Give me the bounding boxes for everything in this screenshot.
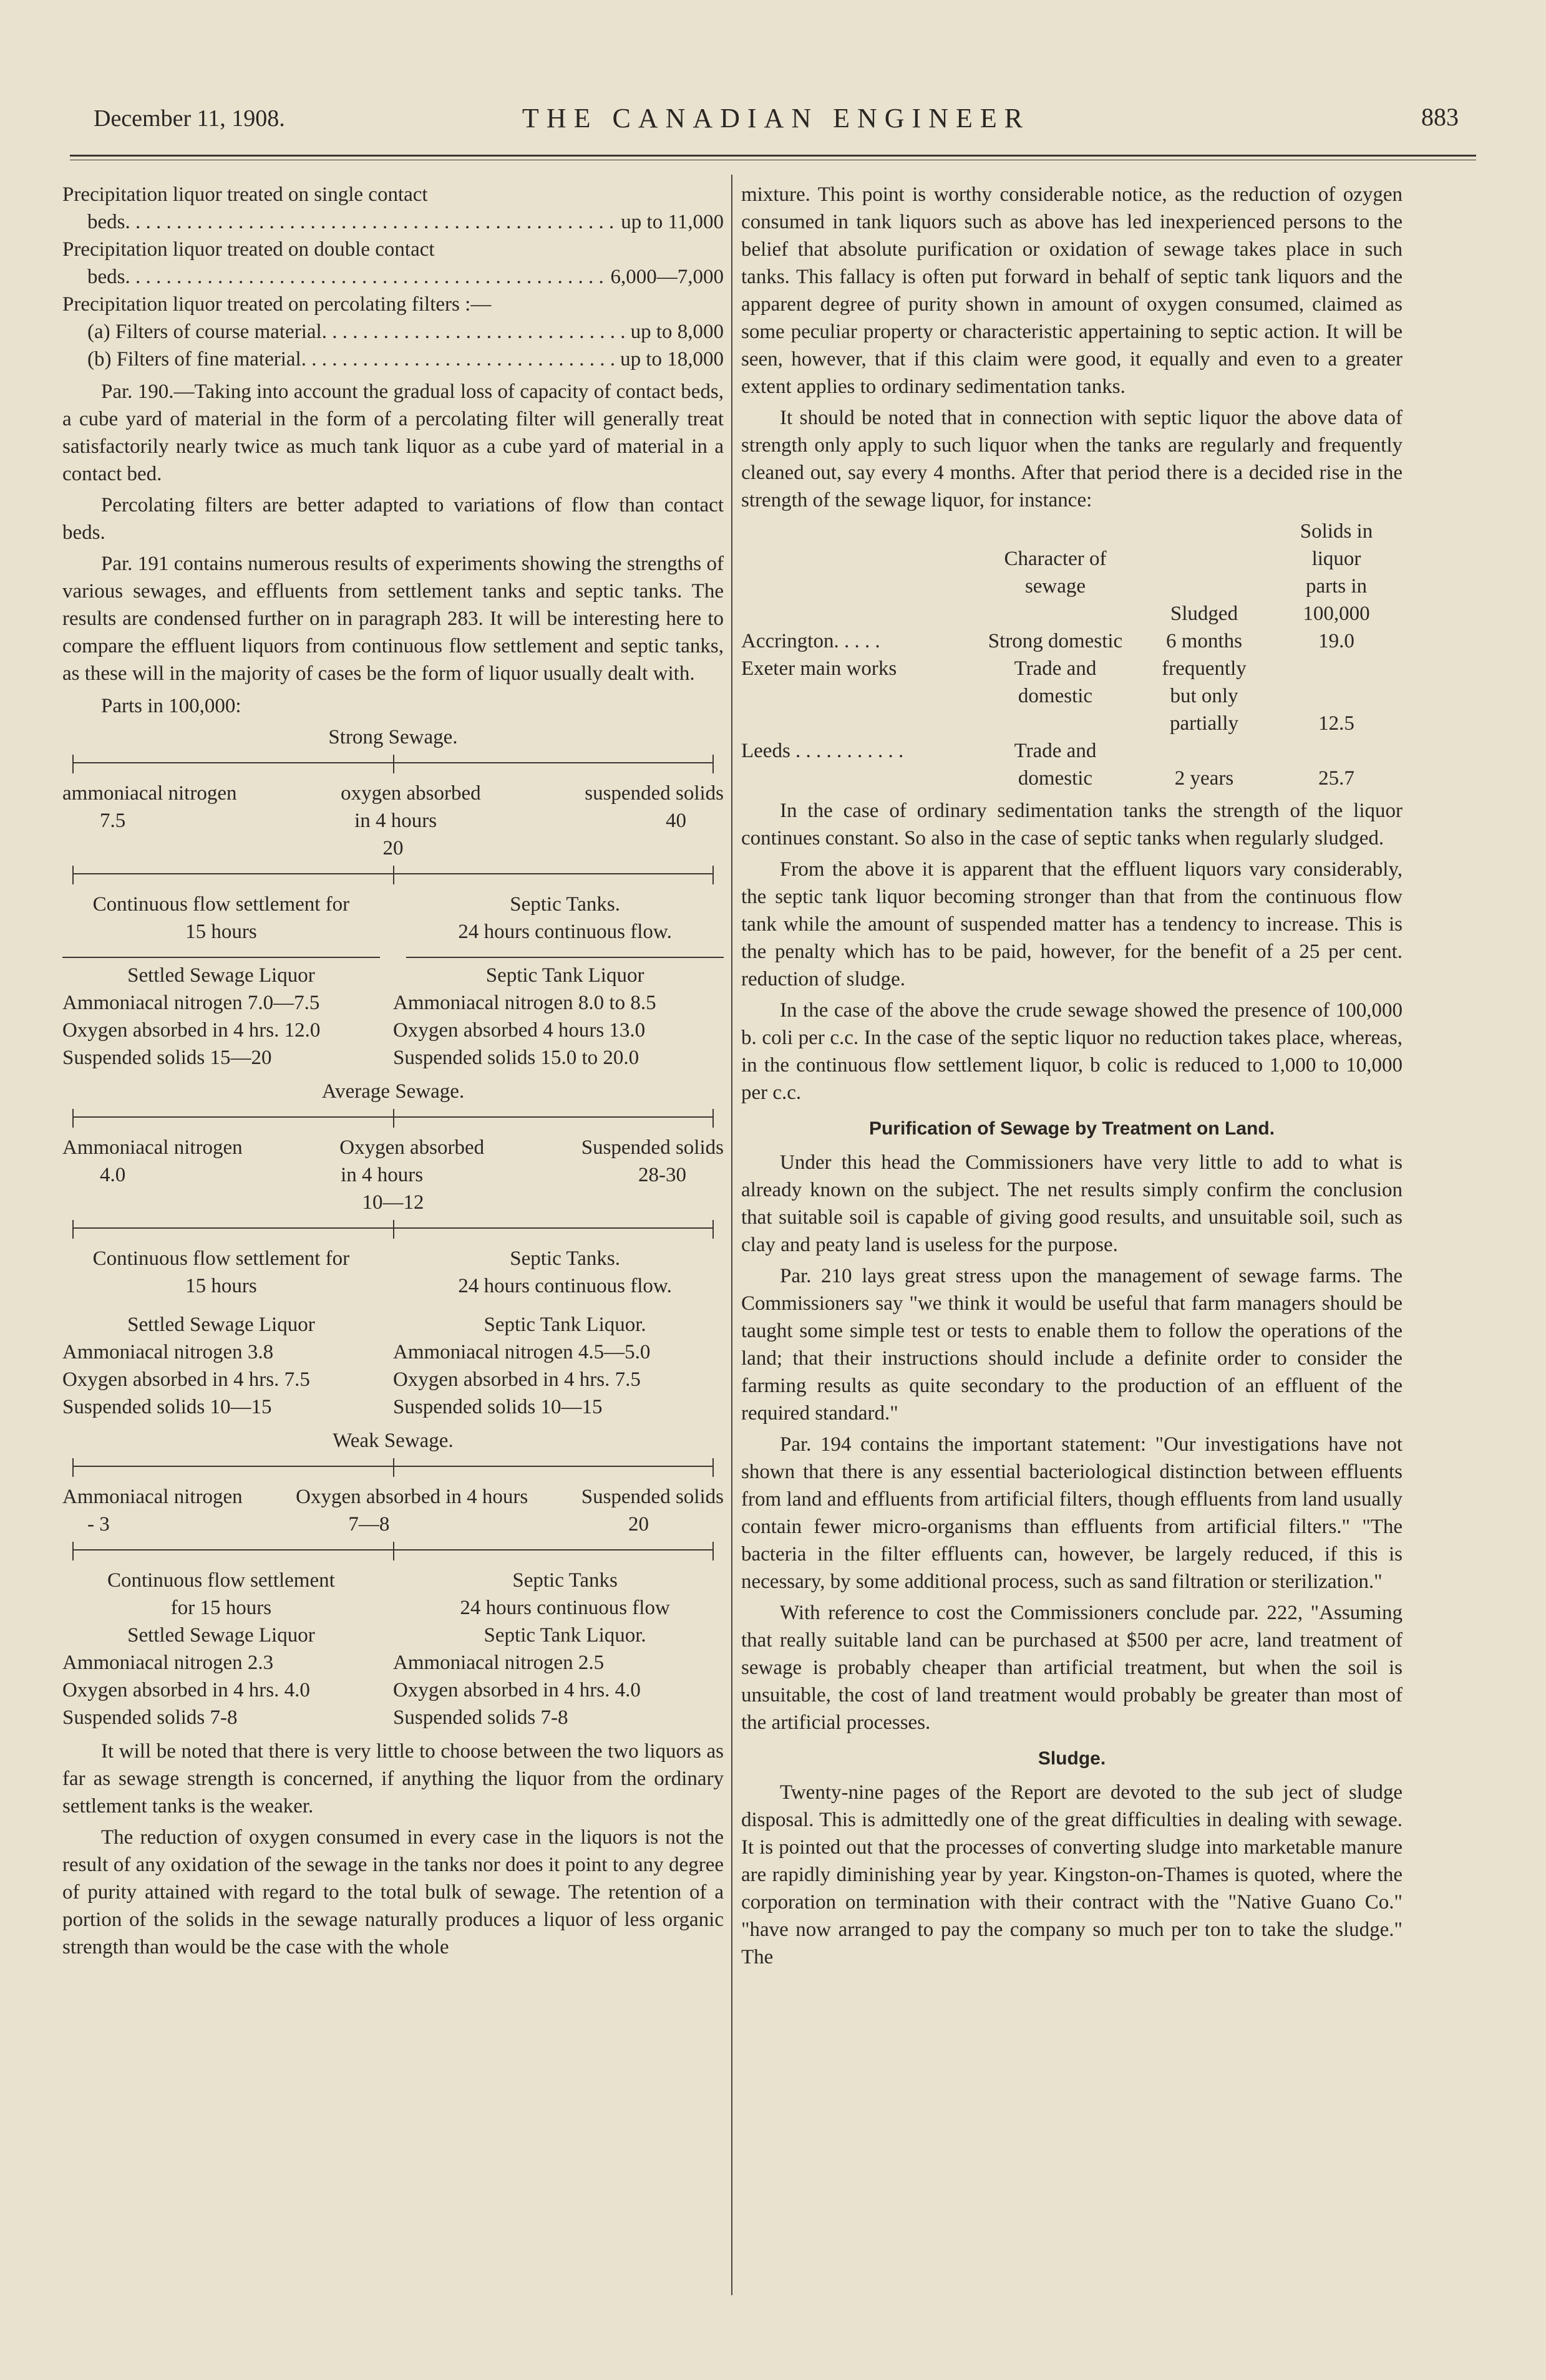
liquor-line: Suspended solids 7-8 xyxy=(393,1706,568,1729)
liquor-line: Oxygen absorbed in 4 hrs. 4.0 xyxy=(62,1679,310,1701)
table-header: parts in xyxy=(1305,575,1368,597)
sewage-col: Oxygen absorbed in 4 hours xyxy=(296,1486,528,1508)
sewage-columns xyxy=(62,780,724,807)
sewage-values xyxy=(62,1161,724,1189)
table-row xyxy=(741,682,1403,710)
weak-sewage-tree xyxy=(62,1427,724,1731)
sewage-val: 28-30 xyxy=(638,1164,686,1186)
section-heading: Sludge. xyxy=(1038,1748,1106,1769)
table-cell: 25.7 xyxy=(1318,767,1354,790)
parts-label: Parts in 100,000: xyxy=(101,695,241,717)
sewage-col: ammoniacal nitrogen xyxy=(62,782,237,805)
list-item: beds . . . 6,000—7,000 xyxy=(62,263,724,291)
liquor-title: Septic Tank Liquor xyxy=(406,957,724,989)
paragraph: Par. 190.—Taking into account the gradual loss of capacity of contact beds, a cube yard of material in the form of a percolating filter will generally treat satisfactorily nearly twice as much tank liquor as a cube yard of material in a contact bed. xyxy=(62,380,724,485)
table-header: Character of xyxy=(1004,548,1107,570)
branch-row xyxy=(62,1567,724,1594)
left-column xyxy=(62,181,724,1965)
bracket xyxy=(72,1116,714,1134)
sewage-col: Ammoniacal nitrogen xyxy=(62,1136,243,1159)
bracket xyxy=(72,1466,714,1483)
paragraph: Par. 191 contains numerous results of experiments showing the strengths of various sewages, and effluents from settlement tanks and septic tanks. The results are condensed further on in paragraph 283. It will be interesting here to compare the effluent liquors from continuous flow settlement and septic tanks, as these will in the majority of cases be the form of liquor usually dealt with. xyxy=(62,553,724,685)
table-cell: but only xyxy=(1170,685,1238,707)
liquor-line: Suspended solids 15—20 xyxy=(62,1047,272,1069)
paragraph: In the case of ordinary sedimentation tanks the strength of the liquor continues constant. So also in the case of septic tanks when regularly sludged. xyxy=(741,800,1403,849)
liquor-line: Ammoniacal nitrogen 3.8 xyxy=(62,1341,274,1363)
branch-label: 15 hours xyxy=(185,1275,257,1297)
sewage-val: - 3 xyxy=(87,1513,110,1536)
liquor-line: Ammoniacal nitrogen 2.5 xyxy=(393,1652,605,1674)
issue-date: December 11, 1908. xyxy=(94,105,285,132)
table-row xyxy=(741,710,1403,737)
sewage-col: Suspended solids xyxy=(581,1486,724,1508)
paragraph: Par. 194 contains the important statement: "Our investigations have not shown that there is any essential bacteriological distinction between effluents from land and effluents from artificial filters, though effluents from land usually contain fewer micro-organisms than effluents from artificial filters." "The bacteria in the filter effluents can, however, be largely reduced, if this is necessary, by some additional process, such as sand filtration or sterilization." xyxy=(741,1433,1403,1593)
table-cell: 2 years xyxy=(1174,767,1234,790)
table-header: Solids in xyxy=(1300,520,1373,543)
paragraph: It will be noted that there is very little to choose between the two liquors as far as sewage strength is concerned, if anything the liquor from the ordinary settlement tanks is the weaker. xyxy=(62,1740,724,1817)
sewage-col: Ammoniacal nitrogen xyxy=(62,1486,243,1508)
liquor-line: Ammoniacal nitrogen 8.0 to 8.5 xyxy=(393,992,656,1014)
list-item: Precipitation liquor treated on percolating filters :— xyxy=(62,293,492,316)
sewage-columns xyxy=(62,1483,724,1511)
branch-row xyxy=(62,891,724,918)
bracket xyxy=(72,1227,714,1245)
sludge-strength-table xyxy=(741,518,1403,792)
sewage-val: 7—8 xyxy=(348,1513,390,1536)
sewage-val: 7.5 xyxy=(100,810,126,832)
paragraph: It should be noted that in connection with septic liquor the above data of strength only apply to such liquor when the tanks are regularly and frequently cleaned out, say every 4 months. After that period there is a decided rise in the strength of the sewage liquor, for instance: xyxy=(741,407,1403,511)
branch-label: 15 hours xyxy=(185,921,257,943)
table-header: liquor xyxy=(1311,548,1361,570)
liquor-title: Septic Tank Liquor. xyxy=(484,1313,646,1336)
branch-label: Septic Tanks. xyxy=(510,1247,620,1270)
sewage-val: 4.0 xyxy=(100,1164,126,1186)
paragraph: Par. 210 lays great stress upon the management of sewage farms. The Commissioners say "we think it would be useful that farm managers should be taught some simple test or tests to enable them to follow the operations of the land; that their instructions should include a definite order to consider the farming results as quite secondary to the production of an effluent of the required standard." xyxy=(741,1265,1403,1425)
paragraph: Percolating filters are better adapted to variations of flow than contact beds. xyxy=(62,494,724,544)
section-title: Average Sewage. xyxy=(321,1080,465,1103)
branch-label: Continuous flow settlement for xyxy=(92,893,350,916)
liquor-title-row xyxy=(62,1622,724,1649)
table-cell: 12.5 xyxy=(1318,712,1354,735)
paragraph: Twenty-nine pages of the Report are devoted to the sub ject of sludge disposal. This is admittedly one of the great difficulties in dealing with sewage. It is pointed out that the processes of converting sludge into marketable manure are rapidly diminishing year by year. Kingston-on-Thames is quoted, where the corporation on termination with their contract with the "Native Guano Co." "have now arranged to pay the company so much per ton to take the sludge." The xyxy=(741,1781,1403,1968)
table-cell: frequently xyxy=(1162,657,1247,680)
branch-label: 24 hours continuous flow xyxy=(460,1597,670,1619)
paragraph: From the above it is apparent that the effluent liquors vary considerably, the septic tank liquor becoming stronger than that from the continuous flow tank while the amount of suspended matter has a tendency to increase. This is the penalty which has to be paid, however, for the benefit of a 25 per cent. reduction of sludge. xyxy=(741,858,1403,990)
branch-label: 24 hours continuous flow. xyxy=(458,1275,672,1297)
capacity-list xyxy=(62,181,724,373)
table-row xyxy=(741,545,1403,573)
liquor-line: Ammoniacal nitrogen 2.3 xyxy=(62,1652,274,1674)
table-cell: Accrington. . . . . xyxy=(741,630,880,652)
branch-row xyxy=(62,1245,724,1272)
table-cell: Leeds . . . . . . . . . . . xyxy=(741,740,904,762)
section-heading: Purification of Sewage by Treatment on Land. xyxy=(868,1118,1275,1139)
branch-row xyxy=(62,1272,724,1300)
paragraph: mixture. This point is worthy considerable notice, as the reduction of ozygen consumed in tank liquors such as above has led inexperienced persons to the belief that absolute purification or oxidation of sewage takes place in such tanks. This fallacy is often put forward in behalf of septic tank liquors and the apparent degree of purity shown in amount of oxygen consumed, claimed as some peculiar property or characteristic appertaining to septic action. It will be seen, however, that if this claim were good, it equally and even to a greater extent applies to ordinary sedimentation tanks. xyxy=(741,183,1403,398)
list-item: Precipitation liquor treated on single contact xyxy=(62,183,428,206)
table-row xyxy=(741,627,1403,655)
branch-label: Septic Tanks xyxy=(512,1569,618,1592)
paragraph: With reference to cost the Commissioners conclude par. 222, "Assuming that really suitable land can be purchased at $500 per acre, land treatment of sewage is probably cheaper than artificial treatment, but when the soil is unsuitable, the cost of land treatment would probably be greater than most of the artificial processes. xyxy=(741,1602,1403,1734)
table-cell: partially xyxy=(1170,712,1238,735)
sewage-val: 10—12 xyxy=(362,1191,424,1214)
table-cell: Strong domestic xyxy=(988,630,1123,652)
sewage-col: suspended solids xyxy=(585,782,724,805)
liquor-line: Ammoniacal nitrogen 7.0—7.5 xyxy=(62,992,320,1014)
page-header xyxy=(94,99,1459,142)
strong-sewage-tree xyxy=(62,723,724,1071)
table-cell: Trade and xyxy=(1014,740,1097,762)
section-title: Weak Sewage. xyxy=(333,1429,454,1452)
table-header: 100,000 xyxy=(1303,602,1370,625)
liquor-title-row xyxy=(62,1311,724,1338)
liquor-line: Oxygen absorbed in 4 hrs. 7.5 xyxy=(393,1368,641,1391)
table-cell: 6 months xyxy=(1166,630,1242,652)
branch-row xyxy=(62,918,724,946)
sewage-val: 20 xyxy=(382,837,404,859)
header-rule xyxy=(70,155,1476,157)
liquor-title: Settled Sewage Liquor xyxy=(62,957,380,989)
table-cell: domestic xyxy=(1018,685,1093,707)
liquor-line: Suspended solids 7-8 xyxy=(62,1706,238,1729)
table-cell: 19.0 xyxy=(1318,630,1354,652)
branch-label: Continuous flow settlement xyxy=(107,1569,335,1592)
table-cell: domestic xyxy=(1018,767,1093,790)
section-title: Strong Sewage. xyxy=(328,726,458,748)
sewage-val: 40 xyxy=(666,810,686,832)
liquor-line: Oxygen absorbed in 4 hrs. 12.0 xyxy=(62,1019,321,1042)
liquor-title: Septic Tank Liquor. xyxy=(484,1624,646,1647)
table-cell: Exeter main works xyxy=(741,657,897,680)
sewage-col: Oxygen absorbed xyxy=(339,1136,485,1159)
liquor-values xyxy=(62,1649,724,1731)
bracket xyxy=(72,762,714,780)
sewage-col: oxygen absorbed xyxy=(341,782,481,805)
liquor-title: Settled Sewage Liquor xyxy=(127,1313,315,1336)
list-item: (a) Filters of course material . . . up to 8,000 xyxy=(62,318,724,346)
table-header: Sludged xyxy=(1170,602,1238,625)
table-row xyxy=(741,765,1403,792)
publication-title: THE CANADIAN ENGINEER xyxy=(522,103,1031,133)
liquor-line: Oxygen absorbed in 4 hrs. 7.5 xyxy=(62,1368,310,1391)
liquor-line: Oxygen absorbed 4 hours 13.0 xyxy=(393,1019,646,1042)
paragraph: In the case of the above the crude sewage showed the presence of 100,000 b. coli per c.c. In the case of the septic liquor no reduction takes place, whereas, in the continuous flow settlement liquor, b colic is reduced to 1,000 to 10,000 per c.c. xyxy=(741,999,1403,1104)
table-header: sewage xyxy=(1024,575,1086,597)
table-row xyxy=(741,600,1403,627)
list-item: (b) Filters of fine material . . . up to 18,000 xyxy=(62,346,724,373)
table-row xyxy=(741,655,1403,682)
liquor-title-row xyxy=(62,957,724,989)
liquor-line: Suspended solids 15.0 to 20.0 xyxy=(393,1047,639,1069)
average-sewage-tree xyxy=(62,1078,724,1421)
liquor-line: Oxygen absorbed in 4 hrs. 4.0 xyxy=(393,1679,641,1701)
sewage-col: Suspended solids xyxy=(581,1136,724,1159)
liquor-line: Suspended solids 10—15 xyxy=(393,1396,603,1418)
liquor-values xyxy=(62,1338,724,1421)
page-number: 883 xyxy=(1421,103,1459,131)
liquor-values xyxy=(62,989,724,1071)
table-cell: Trade and xyxy=(1014,657,1097,680)
table-row xyxy=(741,737,1403,765)
branch-label: for 15 hours xyxy=(170,1597,272,1619)
branch-label: Continuous flow settlement for xyxy=(92,1247,350,1270)
branch-label: Septic Tanks. xyxy=(510,893,620,916)
sewage-columns xyxy=(62,1134,724,1161)
table-row xyxy=(741,518,1403,545)
liquor-line: Ammoniacal nitrogen 4.5—5.0 xyxy=(393,1341,651,1363)
liquor-line: Suspended solids 10—15 xyxy=(62,1396,272,1418)
sewage-val: 20 xyxy=(628,1513,649,1536)
branch-label: 24 hours continuous flow. xyxy=(458,921,672,943)
branch-row xyxy=(62,1594,724,1622)
sewage-values xyxy=(62,807,724,834)
list-item: Precipitation liquor treated on double contact xyxy=(62,238,435,261)
sewage-values xyxy=(62,1511,724,1538)
table-row xyxy=(741,573,1403,600)
bracket xyxy=(72,1549,714,1567)
paragraph: Under this head the Commissioners have very little to add to what is already known on the subject. The net results simply confirm the conclusion that suitable soil is capable of giving good results, and unsuitable soil, such as clay and peaty land is useless for the purpose. xyxy=(741,1151,1403,1256)
right-column xyxy=(741,181,1403,1975)
bracket xyxy=(72,873,714,891)
column-divider xyxy=(731,175,732,2295)
paragraph: The reduction of oxygen consumed in every case in the liquors is not the result of any oxidation of the sewage in the tanks nor does it point to any degree of purity attained with regard to the total bulk of sewage. The retention of a portion of the solids in the sewage naturally produces a liquor of less organic strength than would be the case with the whole xyxy=(62,1826,724,1958)
sewage-val: in 4 hours xyxy=(354,810,437,832)
sewage-val: in 4 hours xyxy=(341,1164,424,1186)
liquor-title: Settled Sewage Liquor xyxy=(127,1624,315,1647)
list-item: beds . . . up to 11,000 xyxy=(62,208,724,236)
